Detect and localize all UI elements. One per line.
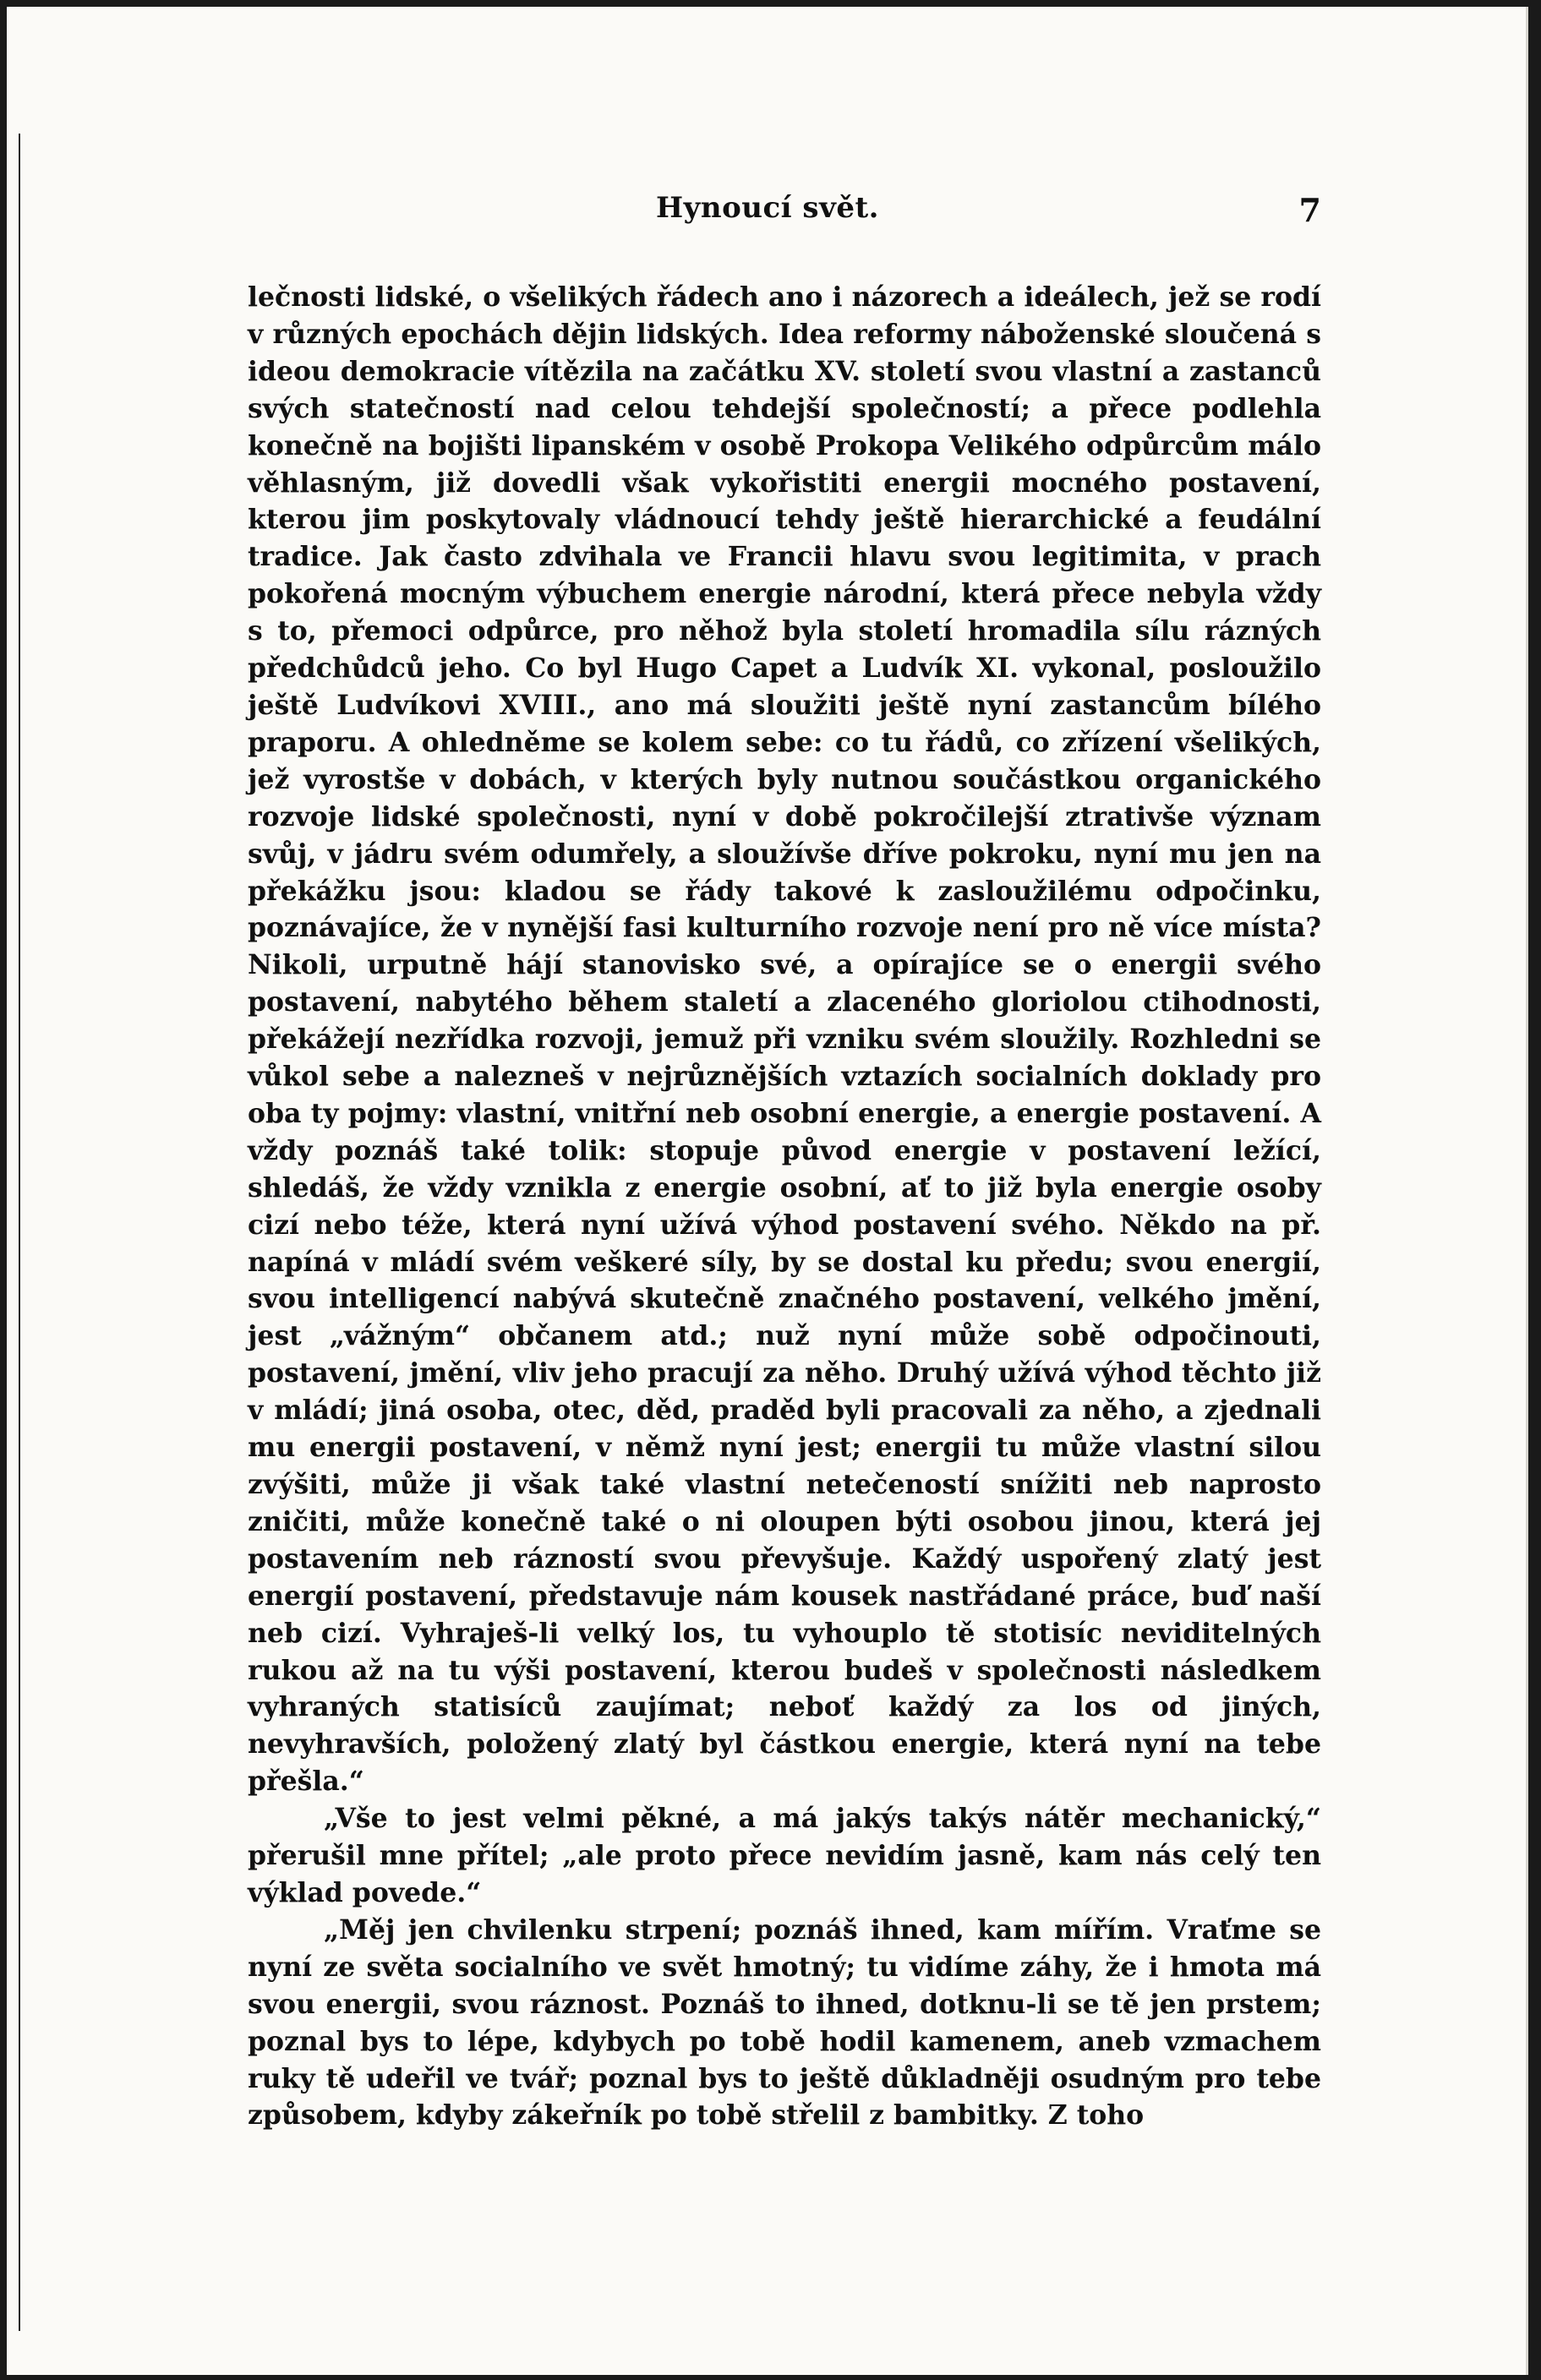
body-text	[248, 279, 1321, 2134]
running-header	[7, 191, 1528, 242]
paragraph: „Měj jen chvilenku strpení; poznáš ihned, kam mířím. Vraťme se nyní ze světa socialního ve svět hmotný; tu vidíme záhy, že i hmota má svou energii, svou ráznost. Poznáš to ihned, dotknu-li se tě jen prstem; poznal bys to lépe, kdybych po tobě hodil kamenem, aneb vzmachem ruky tě udeřil ve tvář; poznal bys to ještě důkladněji osudným pro tebe způsobem, kdyby zákeřník po tobě střelil z bambitky. Z toho	[248, 1913, 1321, 2132]
binding-edge	[19, 134, 20, 2331]
paragraph: lečnosti lidské, o všelikých řádech ano i názorech a ideálech, jež se rodí v různých epochách dějin lidských. Idea reformy náboženské sloučená s ideou demokracie vítězila na začátku XV. století svou vlastní a zastanců svých statečností nad celou tehdejší společností; a přece podlehla konečně na bojišti lipanském v osobě Prokopa Velikého odpůrcům málo věhlasným, již dovedli však vykořistiti energii mocného postavení, kterou jim poskytovaly vládnoucí tehdy ještě hierarchické a feudální tradice. Jak často zdvihala ve Francii hlavu svou legitimita, v prach pokořená mocným výbuchem energie národní, která přece nebyla vždy s to, přemoci odpůrce, pro něhož byla století hromadila sílu rázných předchůdců jeho. Co byl Hugo Capet a Ludvík XI. vykonal, posloužilo ještě Ludvíkovi XVIII., ano má sloužiti ještě nyní zastancům bílého praporu. A ohledněme se kolem sebe: co tu řádů, co zřízení všelikých, jež vyrostše v dobách, v kterých byly nutnou součástkou organického rozvoje lidské společnosti, nyní v době pokročilejší ztrativše význam svůj, v jádru svém odumřely, a sloužívše dříve pokroku, nyní mu jen na překážku jsou: kladou se řády takové k zasloužilému odpočinku, poznávajíce, že v nynější fasi kulturního rozvoje není pro ně více místa? Nikoli, urputně hájí stanovisko své, a opírajíce se o energii svého postavení, nabytého během staletí a zlaceného gloriolou ctihodnosti, překážejí nezřídka rozvoji, jemuž při vzniku svém sloužily. Rozhledni se vůkol sebe a nalezneš v nejrůznějších vztazích socialních doklady pro oba ty pojmy: vlastní, vnitřní neb osobní energie, a energie postavení. A vždy poznáš také tolik: stopuje původ energie v postavení ležící, shledáš, že vždy vznikla z energie osobní, ať to již byla energie osoby cizí nebo téže, která nyní užívá výhod postavení svého. Někdo na př. napíná v mládí svém veškeré síly, by se dostal ku předu; svou energií, svou intelligencí nabývá skutečně značného postavení, velkého jmění, jest „vážným“ občanem atd.; nuž nyní může sobě odpočinouti, postavení, jmění, vliv jeho pracují za něho. Druhý užívá výhod těchto již v mládí; jiná osoba, otec, děd, praděd byli pracovali za něho, a zjednali mu energii postavení, v němž nyní jest; energii tu může vlastní silou zvýšiti, může ji však také vlastní netečeností snížiti neb naprosto zničiti, může konečně také o ni oloupen býti osobou jinou, která jej postavením neb rázností svou převyšuje. Každý uspořený zlatý jest energií postavení, představuje nám kousek nastřádané práce, buď naší neb cizí. Vyhraješ-li velký los, tu vyhouplo tě stotisíc neviditelných rukou až na tu výši postavení, kterou budeš v společnosti následkem vyhraných statisíců zaujímat; neboť každý za los od jiných, nevyhravších, položený zlatý byl částkou energie, která nyní na tebe přešla.“	[248, 281, 1321, 1798]
page-title: Hynoucí svět.	[655, 191, 880, 225]
paragraph: „Vše to jest velmi pěkné, a má jakýs takýs nátěr mechanický,“ přerušil mne přítel; „ale proto přece nevidím jasně, kam nás celý ten výklad povede.“	[248, 1803, 1321, 1908]
page-number: 7	[1298, 191, 1321, 229]
book-page	[7, 7, 1528, 2375]
